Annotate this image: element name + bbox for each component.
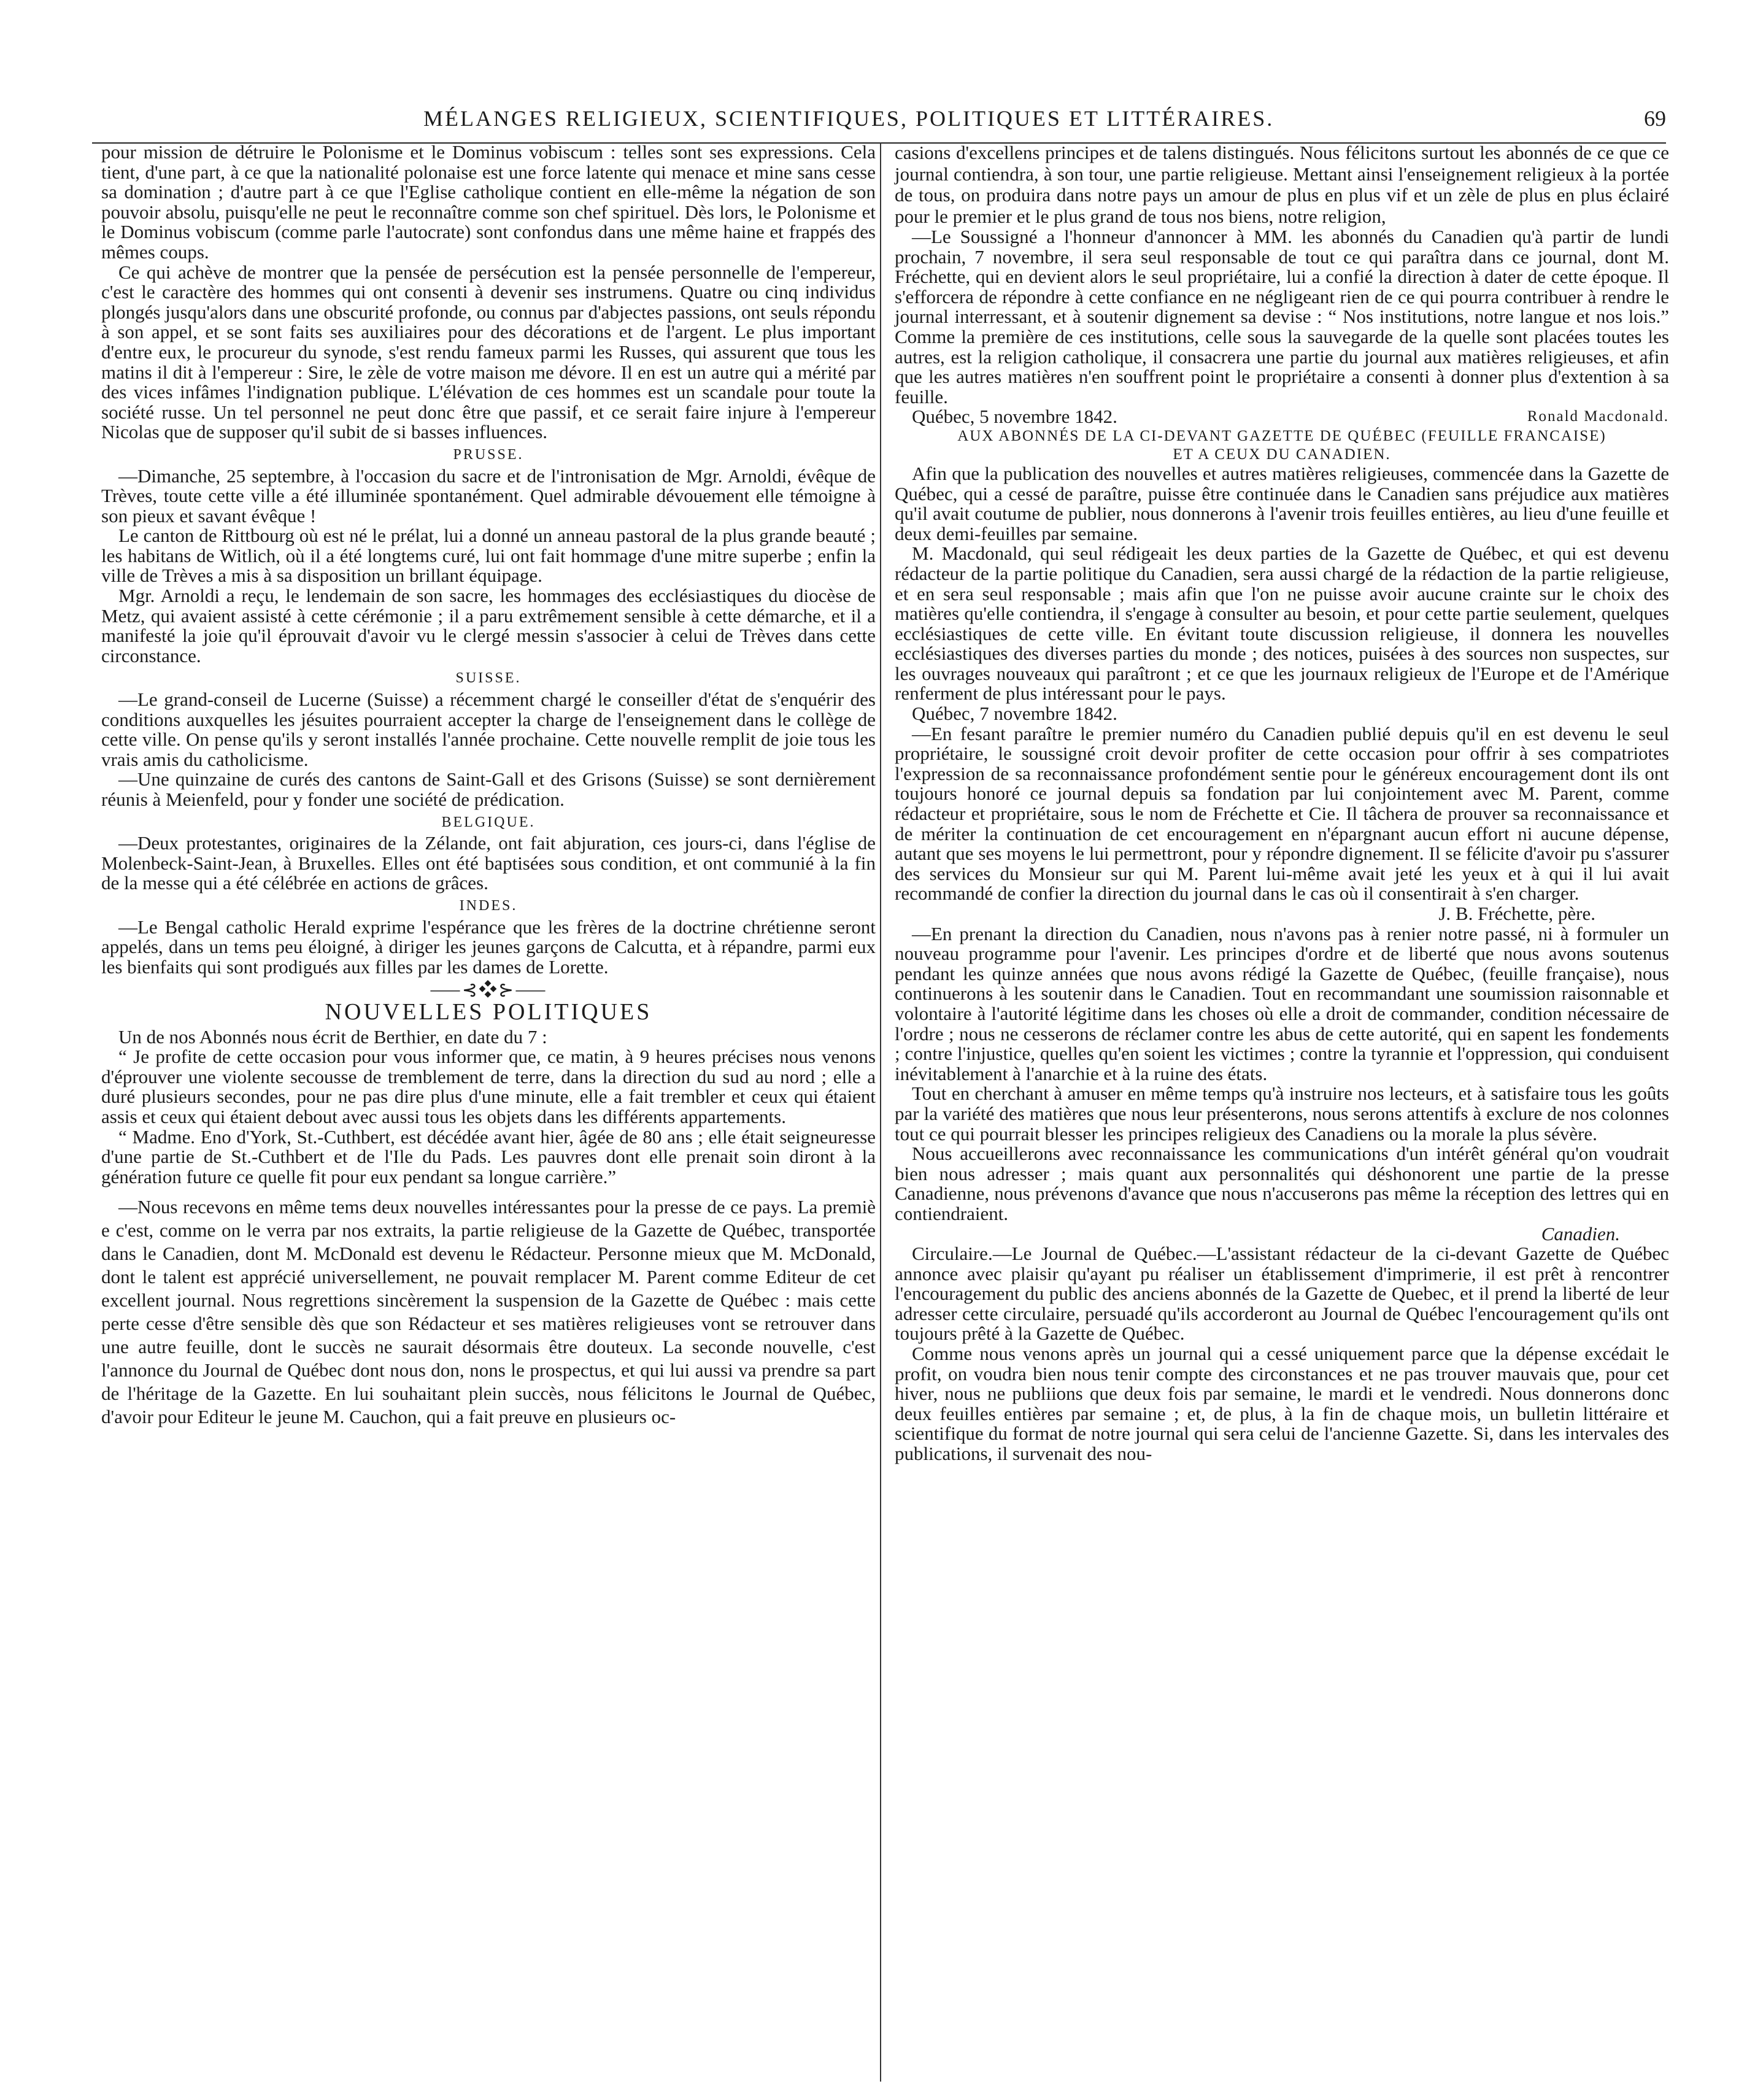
paragraph: —Le Soussigné a l'honneur d'annoncer à MM. les abonnés du Canadien qu'à partir de lundi prochain, 7 novembre, il sera seul responsable de tout ce qui paraîtra dans ce journal, dont M. Fréchette, qui en devient alors le seul propriétaire, lui a confié la direction à dater de cette époque. Il s'efforcera de répondre à cette confiance en ne négligeant rien de ce qui pourra contribuer à rendre le journal interressant, et à soutenir dignement sa devise : “ Nos institutions, notre langue et nos lois.” Comme la première de ces institutions, celle sous la sauvegarde de la quelle sont placées toutes les autres, est la religion catholique, il consacrera une partie du journal aux matières religieuses, et afin que les autres matières n'en souffrent point le propriétaire a consenti à donner plus d'extention à sa feuille. (895, 226, 1669, 407)
signature-name: J. B. Fréchette, père. (1438, 903, 1595, 924)
notice-heading: AUX ABONNÉS DE LA CI-DEVANT GAZETTE DE QUÉBEC (FEUILLE FRANCAISE) (957, 427, 1606, 444)
paragraph: Un de nos Abonnés nous écrit de Berthier, en date du 7 : (118, 1025, 547, 1048)
paragraph: Afin que la publication des nouvelles et autres matières religieuses, commencée dans la Gazette de Québec, qui a cessé de paraître, puisse être continuée dans le Canadien sans préjudice aux matières qu'il avait coutume de publier, nous donnerons à l'avenir trois feuilles entières, au lieu d'une feuille et deux demi-feuilles par semaine. (895, 462, 1669, 544)
section-heading-suisse: SUISSE. (455, 670, 522, 687)
paragraph: pour mission de détruire le Polonisme et le Dominus vobiscum : telles sont ses expressions. Cela tient, d'une part, à ce que la nationalité polonaise est une force latente qui menace et mine sans cesse sa domination ; d'autre part à ce que l'Eglise catholique contient en elle-même la négation de son pouvoir absolu, puisqu'elle ne peut le reconnaître comme son chef spirituel. Dès lors, le Polonisme et le Dominus vobiscum (comme parle l'autocrate) sont confondus dans une même haine et frappés des mêmes coups. (101, 141, 876, 263)
section-heading-belgique: BELGIQUE. (441, 814, 536, 830)
signature-line (895, 407, 1669, 427)
paragraph: Ce qui achève de montrer que la pensée de persécution est la pensée personnelle de l'empereur, c'est le caractère des hommes qui ont consenti à devenir ses instrumens. Quatre ou cinq individus plongés jusqu'alors dans une obscurité profonde, ou connus par d'abjectes passions, ont seuls répondu à son appel, et se sont faits ses auxiliaires pour des décorations et de l'argent. Le plus important d'entre eux, le procureur du synode, s'est rendu fameux parmi les Russes, qui assurent que tous les matins il dit à l'empereur : Sire, le zèle de votre maison me dévore. Il en est un autre qui a mérité par des vices infâmes l'indignation publique. L'élévation de ces hommes est un scandale pour toute la société russe. Un tel personnel ne peut donc être que passif, et ce serait faire injure à l'empereur Nicolas que de supposer qu'il subit de si basses influences. (101, 261, 876, 443)
signature-name: Canadien. (1541, 1222, 1620, 1245)
paragraph: —Nous recevons en même tems deux nouvelles intéressantes pour la presse de ce pays. La premiè e c'est, comme on le verra par nos extraits, la partie religieuse de la Gazette de Québec, transportée dans le Canadien, dont M. McDonald est devenu le Rédacteur. Personne mieux que M. McDonald, dont le talent est apprécié universellement, ne pouvait remplacer M. Parent comme Editeur de cet excellent journal. Nous regrettions sincèrement la suspension de la Gazette de Québec : mais cette perte cesse d'être sensible dès que son Rédacteur et ses matières religieuses vont se retrouver dans une autre feuille, dont le succès ne saurait désormais être douteux. La seconde nouvelle, c'est l'annonce du Journal de Québec dont nous don, nons le prospectus, et qui lui aussi va prendre sa part de l'héritage de la Gazette. En lui souhaitant plein succès, nous félicitons le Journal de Québec, d'avoir pour Editeur le jeune M. Cauchon, qui a fait preuve en plusieurs oc- (101, 1196, 876, 1428)
paragraph: Mgr. Arnoldi a reçu, le lendemain de son sacre, les hommages des ecclésiastiques du diocèse de Metz, qui avaient assisté à cette cérémonie ; il a paru extrêmement sensible à cette démarche, et il a manifesté la joie qu'il éprouvait d'avoir vu le clergé messin s'associer à celui de Trèves dans cette circonstance. (101, 585, 876, 666)
quoted-paragraph: “ Madme. Eno d'York, St.-Cuthbert, est décédée avant hier, âgée de 80 ans ; elle était seigneuresse d'une partie de St.-Cuthbert et de l'Ile du Pads. Les pauvres dont elle prenait soin diront à la génération future ce quelle fit pour eux pendant sa longue carrière.” (101, 1125, 876, 1187)
paragraph: —En fesant paraître le premier numéro du Canadien publié depuis qu'il en est devenu le seul propriétaire, le soussigné croit devoir profiter de cette occasion pour offrir à ses compatriotes l'expression de sa reconnaissance profondément sentie pour le généreux encouragement dont ils ont toujours honoré ce journal depuis sa fondation par lui conjointement avec M. Parent, comme rédacteur et propriétaire, sous le nom de Fréchette et Cie. Il tâchera de prouver sa reconnaissance et de mériter la continuation de cet encouragement en n'épargnant aucun effort ni aucune dépense, autant que ses moyens le lui permettront, pour y répondre dignement. Il se félicite d'avoir pu s'assurer des services du Monsieur sur qui M. Parent lui-même avait jeté les yeux et à qui il lui avait recommandé de confier la direction du journal dans le cas où il consentirait à s'en charger. (895, 722, 1669, 905)
paragraph: —Le grand-conseil de Lucerne (Suisse) a récemment chargé le conseiller d'état de s'enquérir des conditions auxquelles les jésuites pourraient accepter la charge de l'enseignement dans le collège de cette ville. On pense qu'ils y seront installés l'année prochaine. Cette nouvelle remplit de joie tous les vrais amis du catholicisme. (101, 689, 876, 770)
running-title: MÉLANGES RELIGIEUX, SCIENTIFIQUES, POLITIQUES ET LITTÉRAIRES. (423, 106, 1275, 131)
signature-name: Ronald Macdonald. (1527, 408, 1669, 425)
paragraph: —Deux protestantes, originaires de la Zélande, ont fait abjuration, ces jours-ci, dans l'église de Molenbeck-Saint-Jean, à Bruxelles. Elles ont été baptisées sous condition, et ont communié à la fin de la messe qui a été célébrée en actions de grâces. (101, 832, 876, 894)
page-number: 69 (1644, 106, 1666, 131)
paragraph: Tout en cherchant à amuser en même temps qu'à instruire nos lecteurs, et à satisfaire tous les goûts par la variété des matières que nous leur présenterons, nous serons attentifs à exclure de nos colonnes tout ce qui pourrait blesser les principes religieux des Canadiens ou la morale la plus sévère. (895, 1083, 1669, 1145)
right-column (895, 142, 1669, 1464)
quoted-paragraph: “ Je profite de cette occasion pour vous informer que, ce matin, à 9 heures précises nous venons d'éprouver une violente secousse de tremblement de terre, dans la direction du sud au nord ; elle a duré plusieurs secondes, pour ne pas dire plus d'une minute, elle a fait trembler et ceux qui étaient assis et ceux qui étaient debout avec aussi tous les objets dans les différents appartements. (101, 1046, 876, 1127)
paragraph: —Dimanche, 25 septembre, à l'occasion du sacre et de l'intronisation de Mgr. Arnoldi, évêque de Trèves, toute cette ville a été illuminée spontanément. Quel admirable dévouement elle témoigne à son pieux et savant évêque ! (101, 465, 876, 527)
section-heading-indes: INDES. (459, 897, 518, 914)
paragraph: Nous accueillerons avec reconnaissance les communications d'un intérêt général qu'on voudrait bien nous adresser ; mais quant aux personnalités qui déshonorent une partie de la presse Canadienne, nous prévenons d'avance que nous n'accuserons pas même la réception des lettres qui en contiendraient. (895, 1143, 1669, 1224)
paragraph: Circulaire.—Le Journal de Québec.—L'assistant rédacteur de la ci-devant Gazette de Québec annonce avec plaisir qu'ayant pu réaliser un établissement d'imprimerie, il est prêt à rencontrer l'encouragement du public des anciens abonnés de la Gazette de Quebec, et il prend la liberté de leur adresser cette circulaire, persuadé qu'ils accorderont au Journal de Québec l'encouragement qu'ils ont toujours prêté à la Gazette de Québec. (895, 1243, 1669, 1345)
nouvelles-politiques-heading: NOUVELLES POLITIQUES (325, 998, 652, 1025)
paragraph: M. Macdonald, qui seul rédigeait les deux parties de la Gazette de Québec, et qui est devenu rédacteur de la partie politique du Canadien, sera aussi chargé de la rédaction de la partie religieuse, et en sera seul responsable ; mais afin que l'on ne puisse avoir aucune crainte sur le choix des matières qu'elle contiendra, il s'engage à consulter au besoin, et pour cette partie seulement, quelques ecclésiastiques de cette ville. En évitant toute discussion religieuse, il donnera les nouvelles ecclésiastiques des diverses parties du monde ; des notices, puisées à des sources non suspectes, sur les ouvrages nouveaux qui paraîtront ; et ce que les journaux religieux de l'Europe et de l'Amérique renferment de plus intéressant pour le pays. (895, 542, 1669, 705)
signature-place-date: Québec, 5 novembre 1842. (912, 406, 1117, 428)
column-divider (880, 142, 881, 2082)
left-column (101, 142, 876, 1429)
paragraph: Le canton de Rittbourg où est né le prélat, lui a donné un anneau pastoral de la plus grande beauté ; les habitans de Witlich, où il a été longtems curé, lui ont fait hommage d'une mitre superbe ; enfin la ville de Trèves a mis à sa disposition un brillant équipage. (101, 525, 876, 587)
signature-place-date: Québec, 7 novembre 1842. (912, 703, 1117, 725)
paragraph: Comme nous venons après un journal qui a cessé uniquement parce que la dépense excédait le profit, on voudra bien nous tenir compte des circonstances et ne pas trouver mauvais que, pour cet hiver, nous ne publiions que deux fois par semaine, le mardi et le vendredi. Nous donnerons donc deux feuilles entières par semaine ; et, de plus, à la fin de chaque mois, un bulletin littéraire et scientifique du format de notre journal qui sera celui de l'ancienne Gazette. Si, dans les intervales des publications, il survenait des nou- (895, 1343, 1669, 1465)
paragraph: —Une quinzaine de curés des cantons de Saint-Gall et des Grisons (Suisse) se sont dernièrement réunis à Meienfeld, pour y fonder une société de prédication. (101, 768, 876, 810)
paragraph: —Le Bengal catholic Herald exprime l'espérance que les frères de la doctrine chrétienne seront appelés, dans un tems peu éloigné, à diriger les jeunes garçons de Calcutta, et à répandre, parmi eux les bienfaits qui sont prodigués aux filles par les dames de Lorette. (101, 916, 876, 978)
paragraph: —En prenant la direction du Canadien, nous n'avons pas à renier notre passé, ni à formuler un nouveau programme pour l'avenir. Les principes d'ordre et de liberté que nous avons soutenus pendant les quinze années que nous avons rédigé la Gazette de Québec, (feuille française), nous continuerons à les soutenir dans le Canadien. Tout en recommandant une soumission raisonnable et volontaire à l'autorité légitime dans les choses où elle a droit de commander, condition nécessaire de l'ordre ; nous ne cesserons de réclamer contre les abus de cette autorité, qui en sapent les fondements ; contre l'injustice, quelles qu'en soient les victimes ; contre la tyrannie et l'oppression, qui conduisent inévitablement à l'anarchie et à la ruine des états. (895, 922, 1669, 1084)
paragraph: casions d'excellens principes et de talens distingués. Nous félicitons surtout les abonnés de ce que ce journal contiendra, à son tour, une partie religieuse. Mettant ainsi l'enseignement religieux à la portée de tous, on produira dans notre pays un amour de plus en plus vif et un zèle de plus en plus éclairé pour le premier et le plus grand de tous nos biens, notre religion, (895, 142, 1669, 227)
ornament-divider: ⸺⊰❖⊱⸺ (430, 980, 547, 1001)
notice-subheading: ET A CEUX DU CANADIEN. (1173, 446, 1391, 463)
section-heading-prusse: PRUSSE. (453, 446, 524, 463)
